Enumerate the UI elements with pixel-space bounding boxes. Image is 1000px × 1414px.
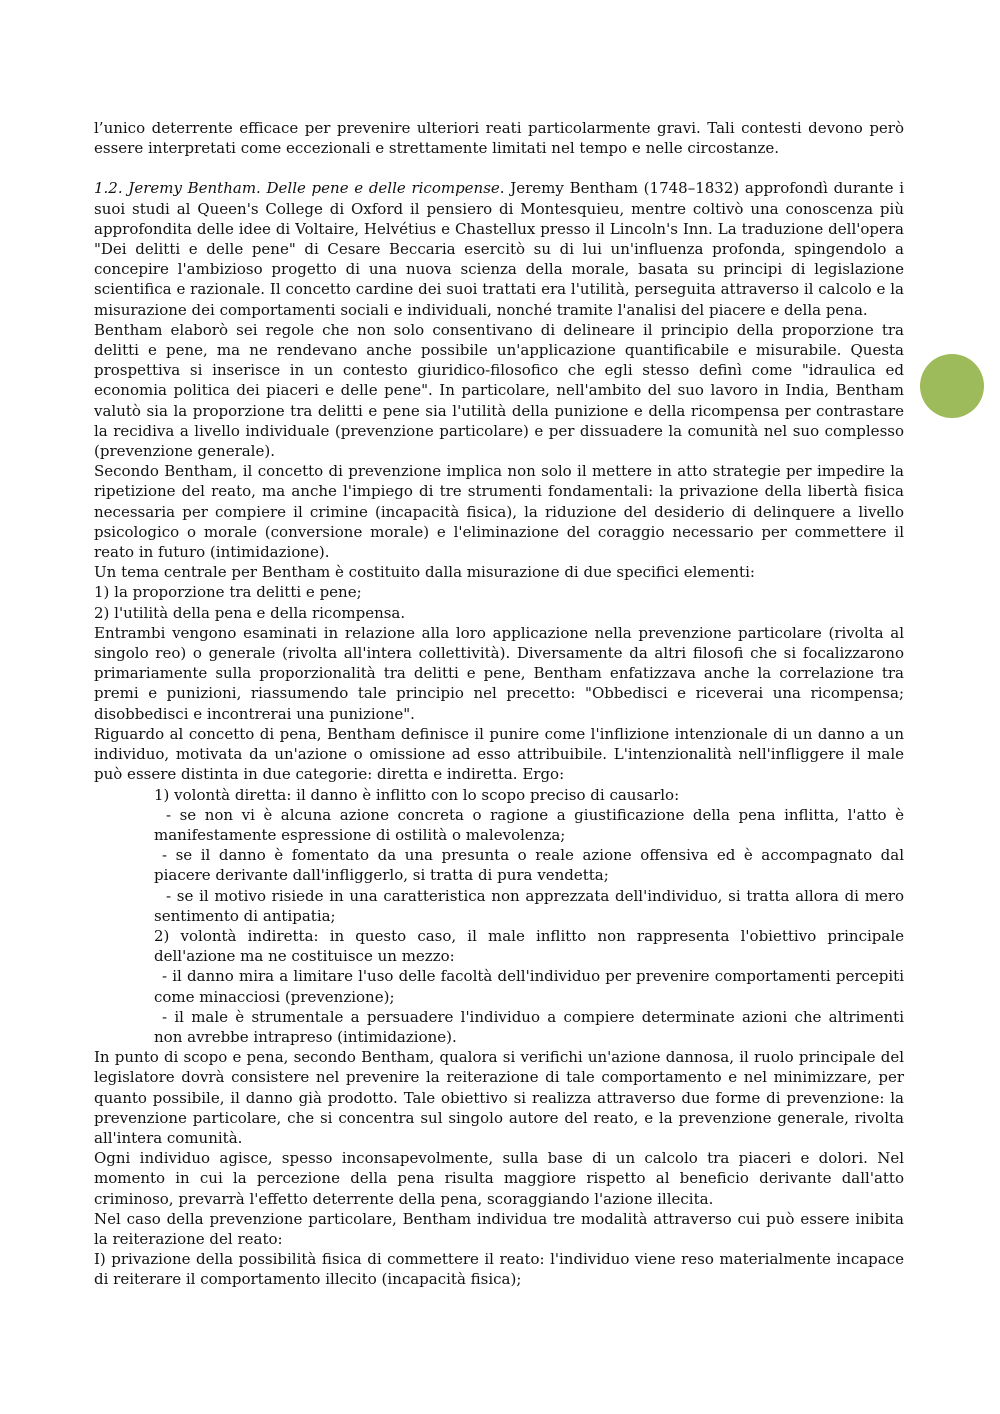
section-heading: 1.2. Jeremy Bentham. Delle pene e delle ricompense bbox=[94, 179, 500, 198]
list-item-indirect-will: 2) volontà indiretta: in questo caso, il male inflitto non rappresenta l'obiettivo principale dell'azione ma ne costituisce un mezzo: bbox=[154, 926, 904, 966]
list-item-direct-will: 1) volontà diretta: il danno è inflitto con lo scopo preciso di causarlo: bbox=[154, 785, 680, 804]
paragraph-purpose-of-punishment: In punto di scopo e pena, secondo Bentham, qualora si verifichi un'azione dannosa, il ruolo principale del legislatore dovrà consistere nel prevenire la reiterazione di tale comportamento e nel minimizzare, per quanto possibile, il danno già prodotto. Tale obiettivo si realizza attraverso due forme di prevenzione: la prevenzione particolare, che si concentra sul singolo autore del reato, e la prevenzione generale, rivolta all'intera comunità. bbox=[94, 1048, 904, 1147]
sub-item-malevolence: - se non vi è alcuna azione concreta o ragione a giustificazione della pena inflitta, l'atto è manifestamente espressione di ostilità o malevolenza; bbox=[154, 805, 904, 844]
section-1-2-text: . Jeremy Bentham (1748–1832) approfondì durante i suoi studi al Queen's College di Oxford il pensiero di Montesquieu, mentre coltivò una conoscenza più approfondita delle idee di Voltaire, Helvétius e Chastellux presso il Lincoln's Inn. La traduzione dell'opera "Dei delitti e delle pene" di Cesare Beccaria esercitò su di lui un'influenza profonda, spingendolo a concepire l'ambizioso progetto di una nuova scienza della morale, basata su principi di legislazione scientifica e razionale. Il concetto cardine dei suoi trattati era l'utilità, perseguita attraverso il calcolo e la misurazione dei comportamenti sociali e individuali, nonché tramite l'analisi del piacere e della pena. bbox=[94, 179, 905, 319]
list-item-utility: 2) l'utilità della pena e della ricompensa. bbox=[94, 603, 406, 622]
decorative-green-dot bbox=[920, 354, 984, 418]
paragraph-prevention-concept: Secondo Bentham, il concetto di prevenzione implica non solo il mettere in atto strategie per impedire la ripetizione del reato, ma anche l'impiego di tre strumenti fondamentali: la privazione della libertà fisica necessaria per compiere il crimine (incapacità fisica), la riduzione del desiderio di delinquere a livello psicologico o morale (conversione morale) e l'eliminazione del coraggio necessario per commettere il reato in futuro (intimidazione). bbox=[94, 462, 904, 562]
paragraph-intro-continuation: l’unico deterrente efficace per prevenire ulteriori reati particolarmente gravi. Tali contesti devono però essere interpretati come eccezionali e strettamente limitati nel tempo e nelle circostanze. bbox=[94, 119, 904, 158]
paragraph-punishment-definition: Riguardo al concetto di pena, Bentham definisce il punire come l'inflizione intenzionale di un danno a un individuo, motivata da un'azione o omissione ad esso attribuibile. L'intenzionalità nell'infliggere il male può essere distinta in due categorie: diretta e indiretta. Ergo: bbox=[94, 724, 904, 784]
list-item-physical-incapacity: I) privazione della possibilità fisica di commettere il reato: l'individuo viene reso materialmente incapace di reiterare il comportamento illecito (incapacità fisica); bbox=[94, 1250, 904, 1289]
paragraph-six-rules: Bentham elaborò sei regole che non solo consentivano di delineare il principio della proporzione tra delitti e pene, ma ne rendevano anche possibile un'applicazione quantificabile e misurabile. Questa prospettiva si inserisce in un contesto giuridico-filosofico che egli stesso definì come "idraulica ed economia politica dei piaceri e delle pene". In particolare, nell'ambito del suo lavoro in India, Bentham valutò sia la proporzione tra delitti e pene sia l'utilità della punizione e della ricompensa per contrastare la recidiva a livello individuale (prevenzione particolare) e per dissuadere la comunità nel suo complesso (prevenzione generale). bbox=[94, 320, 904, 461]
paragraph-section-1-2 bbox=[94, 178, 904, 319]
paragraph-central-theme: Un tema centrale per Bentham è costituito dalla misurazione di due specifici elementi: bbox=[94, 563, 755, 582]
sub-item-prevention: - il danno mira a limitare l'uso delle facoltà dell'individuo per prevenire comportamenti percepiti come minacciosi (prevenzione); bbox=[154, 967, 904, 1006]
sub-item-revenge: - se il danno è fomentato da una presunta o reale azione offensiva ed è accompagnato dal piacere derivante dall'infliggerlo, si tratta di pura vendetta; bbox=[154, 846, 904, 885]
document-body bbox=[94, 118, 904, 1290]
list-item-proportion: 1) la proporzione tra delitti e pene; bbox=[94, 583, 362, 602]
paragraph-both-examined: Entrambi vengono esaminati in relazione alla loro applicazione nella prevenzione particolare (rivolta al singolo reo) o generale (rivolta all'intera collettività). Diversamente da altri filosofi che si focalizzarono primariamente sulla proporzionalità tra delitti e pene, Bentham enfatizzava anche la correlazione tra premi e punizioni, riassumendo tale principio nel precetto: "Obbedisci e riceverai una ricompensa; disobbedisci e incontrerai una punizione". bbox=[94, 623, 904, 723]
sub-item-intimidation: - il male è strumentale a persuadere l'individuo a compiere determinate azioni che altrimenti non avrebbe intrapreso (intimidazione). bbox=[154, 1007, 904, 1046]
paragraph-particular-prevention: Nel caso della prevenzione particolare, Bentham individua tre modalità attraverso cui può essere inibita la reiterazione del reato: bbox=[94, 1209, 904, 1248]
paragraph-pleasure-pain-calculus: Ogni individuo agisce, spesso inconsapevolmente, sulla base di un calcolo tra piaceri e dolori. Nel momento in cui la percezione della pena risulta maggiore rispetto al beneficio derivante dall'atto criminoso, prevarrà l'effetto deterrente della pena, scoraggiando l'azione illecita. bbox=[94, 1149, 904, 1208]
sub-item-antipathy: - se il motivo risiede in una caratteristica non apprezzata dell'individuo, si tratta allora di mero sentimento di antipatia; bbox=[154, 886, 904, 925]
